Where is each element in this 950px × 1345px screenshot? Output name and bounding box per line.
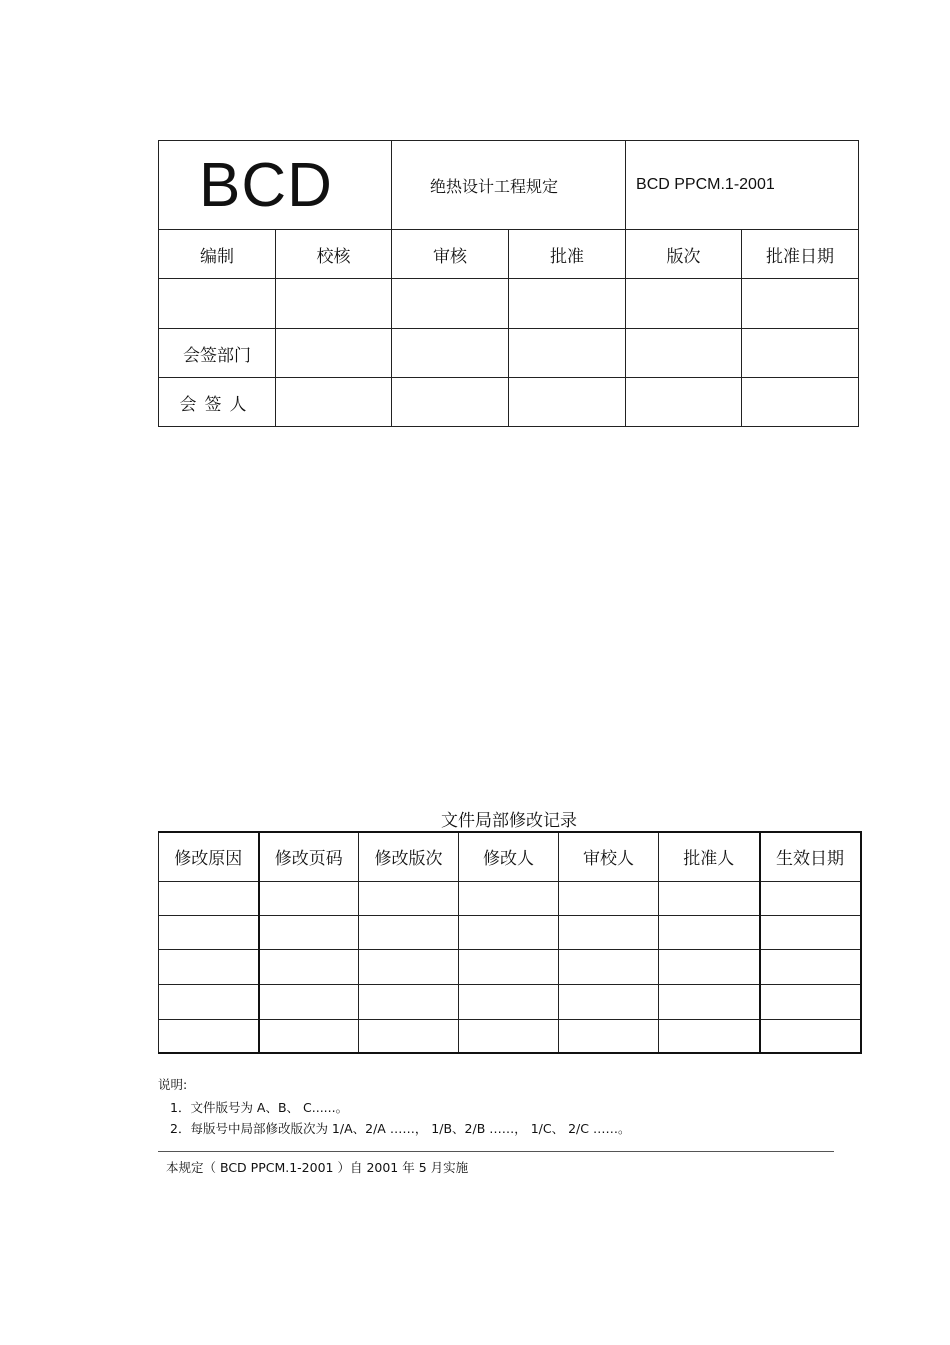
footer-divider	[158, 1151, 834, 1152]
effective-statement: 本规定（ BCD PPCM.1-2001 ）自 2001 年 5 月实施	[166, 1160, 469, 1175]
blank-cell	[259, 881, 359, 915]
notes-heading: 说明:	[158, 1077, 188, 1092]
blank-cell	[392, 329, 509, 378]
blank-cell	[559, 881, 659, 915]
col-effective-date: 生效日期	[760, 832, 861, 881]
blank-cell	[659, 1019, 760, 1053]
col-compiled: 编制	[159, 230, 276, 279]
table-row	[159, 915, 861, 949]
blank-cell	[742, 279, 859, 329]
signature-row	[159, 279, 859, 329]
blank-cell	[359, 949, 459, 984]
blank-cell	[459, 1019, 559, 1053]
note-item-1: 1．文件版号为 A、B、 C......。	[170, 1100, 349, 1115]
blank-cell	[509, 378, 626, 427]
blank-cell	[742, 378, 859, 427]
blank-cell	[159, 949, 259, 984]
document-title: 绝热设计工程规定	[392, 141, 626, 230]
blank-cell	[259, 915, 359, 949]
blank-cell	[760, 881, 861, 915]
blank-cell	[559, 984, 659, 1019]
blank-cell	[459, 881, 559, 915]
col-change-page: 修改页码	[259, 832, 359, 881]
countersign-dept-label: 会签部门	[159, 329, 276, 378]
blank-cell	[559, 1019, 659, 1053]
table-row	[159, 1019, 861, 1053]
blank-cell	[760, 949, 861, 984]
col-change-edition: 修改版次	[359, 832, 459, 881]
blank-cell	[626, 279, 742, 329]
col-checked: 校核	[276, 230, 392, 279]
blank-cell	[359, 915, 459, 949]
revision-record-title: 文件局部修改记录	[441, 811, 577, 831]
blank-cell	[359, 881, 459, 915]
col-modifier: 修改人	[459, 832, 559, 881]
company-logo: BCD	[159, 141, 392, 230]
blank-cell	[509, 279, 626, 329]
blank-cell	[392, 378, 509, 427]
document-code: BCD PPCM.1-2001	[626, 141, 859, 230]
blank-cell	[159, 279, 276, 329]
countersign-dept-row	[159, 329, 859, 378]
col-reviewed: 审核	[392, 230, 509, 279]
blank-cell	[359, 984, 459, 1019]
countersign-person-label: 会签人	[159, 378, 276, 427]
table-row	[159, 984, 861, 1019]
table-row	[159, 949, 861, 984]
blank-cell	[159, 881, 259, 915]
blank-cell	[659, 915, 760, 949]
col-change-reason: 修改原因	[159, 832, 259, 881]
blank-cell	[259, 984, 359, 1019]
blank-cell	[760, 984, 861, 1019]
blank-cell	[159, 1019, 259, 1053]
col-approved: 批准	[509, 230, 626, 279]
blank-cell	[559, 915, 659, 949]
blank-cell	[259, 949, 359, 984]
blank-cell	[459, 984, 559, 1019]
blank-cell	[259, 1019, 359, 1053]
blank-cell	[392, 279, 509, 329]
countersign-person-row	[159, 378, 859, 427]
col-approval-date: 批准日期	[742, 230, 859, 279]
note-item-2: 2．每版号中局部修改版次为 1/A、2/A ……， 1/B、2/B ……， 1/C、 2/C ……。	[170, 1121, 631, 1136]
blank-cell	[742, 329, 859, 378]
blank-cell	[359, 1019, 459, 1053]
blank-cell	[459, 915, 559, 949]
blank-cell	[459, 949, 559, 984]
blank-cell	[276, 378, 392, 427]
revision-record-table	[158, 831, 862, 1054]
col-reviewer: 审校人	[559, 832, 659, 881]
blank-cell	[659, 984, 760, 1019]
col-approver: 批准人	[659, 832, 760, 881]
blank-cell	[276, 279, 392, 329]
col-edition: 版次	[626, 230, 742, 279]
approval-table	[158, 140, 859, 427]
blank-cell	[509, 329, 626, 378]
table-row	[159, 881, 861, 915]
blank-cell	[159, 915, 259, 949]
blank-cell	[659, 881, 760, 915]
blank-cell	[159, 984, 259, 1019]
blank-cell	[760, 1019, 861, 1053]
blank-cell	[626, 329, 742, 378]
blank-cell	[559, 949, 659, 984]
blank-cell	[626, 378, 742, 427]
blank-cell	[760, 915, 861, 949]
blank-cell	[276, 329, 392, 378]
blank-cell	[659, 949, 760, 984]
